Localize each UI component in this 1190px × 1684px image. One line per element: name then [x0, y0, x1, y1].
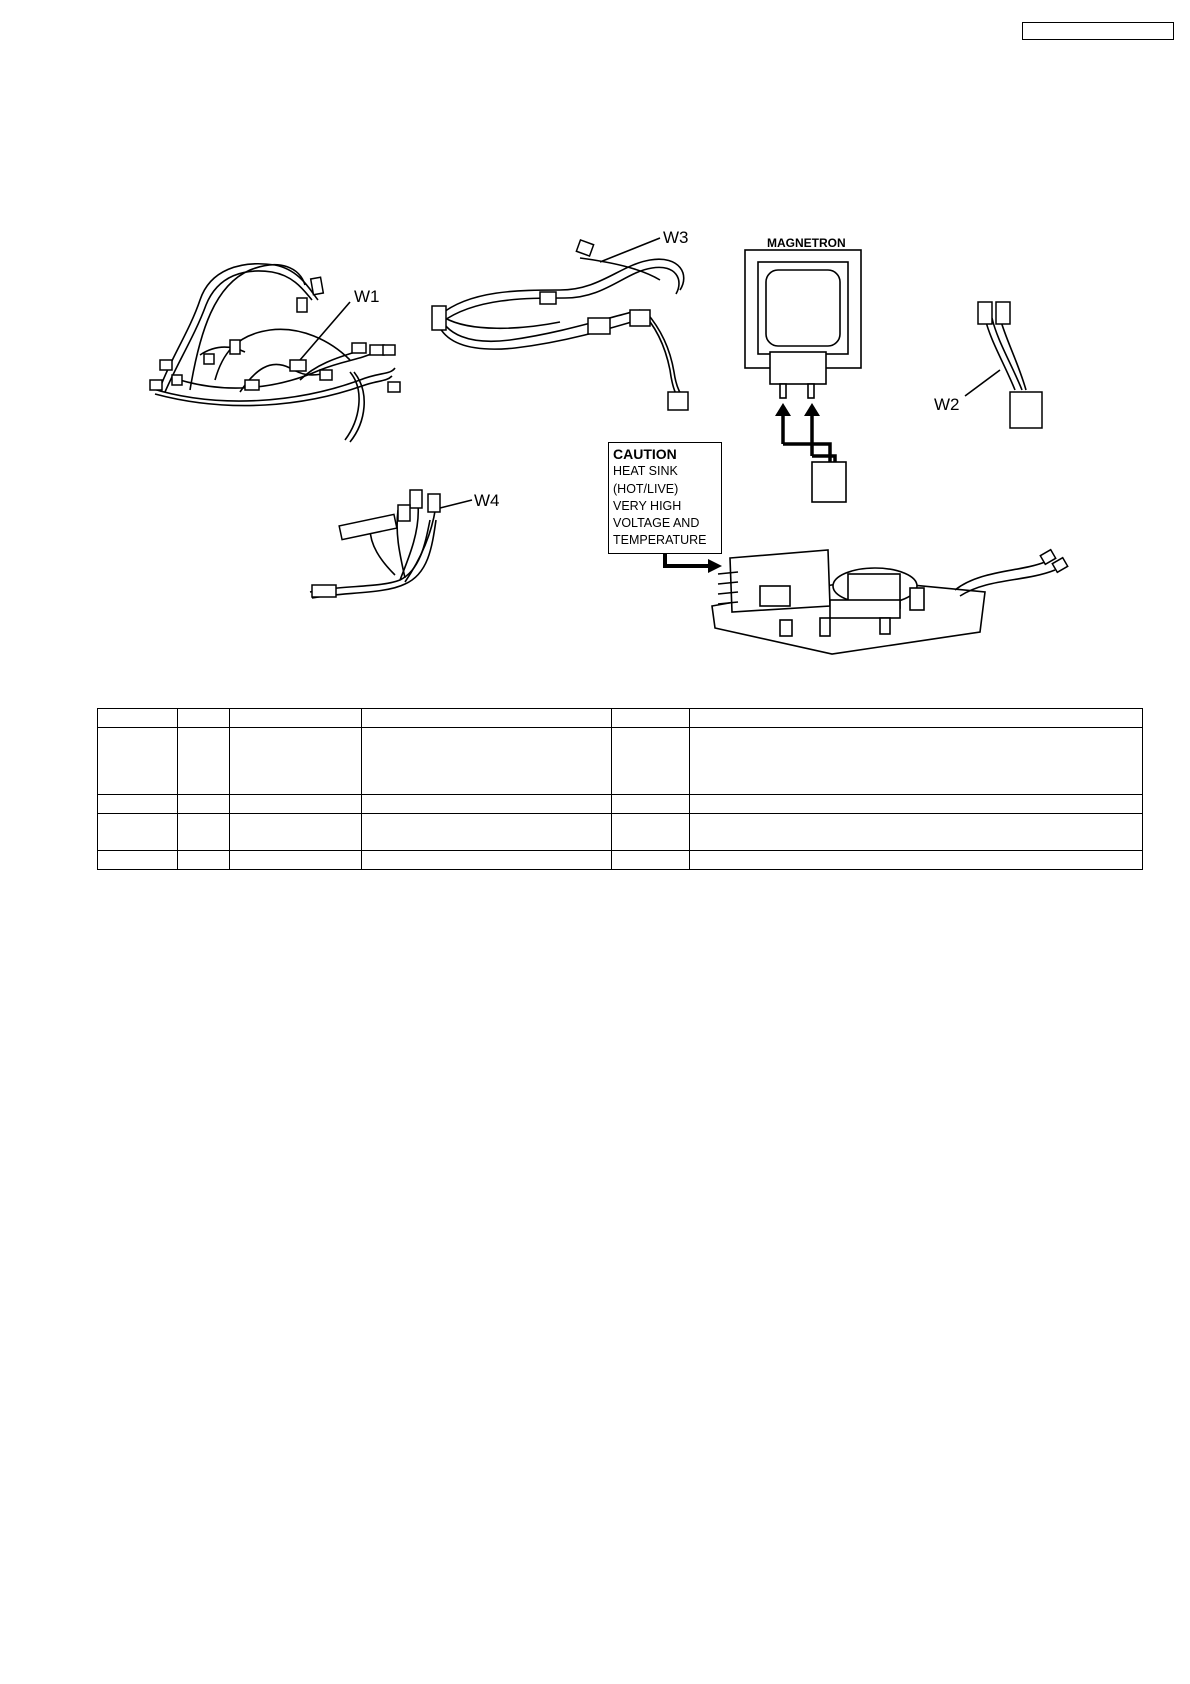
- harness-w3: [438, 258, 684, 400]
- table-cell: [362, 709, 612, 728]
- table-cell: [362, 728, 612, 795]
- table-row: [98, 795, 1143, 814]
- caution-box: [608, 442, 722, 554]
- table-cell: [178, 795, 230, 814]
- table-cell: [612, 728, 690, 795]
- table-cell: [230, 728, 362, 795]
- caution-line: VERY HIGH: [613, 498, 682, 513]
- table-cell: [178, 728, 230, 795]
- table-cell: [612, 814, 690, 851]
- table-cell: [98, 814, 178, 851]
- caution-line: HEAT SINK: [613, 464, 678, 479]
- table-cell: [690, 851, 1143, 870]
- table-cell: [362, 814, 612, 851]
- table-cell: [178, 814, 230, 851]
- table-row: [98, 814, 1143, 851]
- terminal-arrows: [783, 412, 835, 462]
- table-cell: [362, 851, 612, 870]
- label-w4: W4: [474, 491, 500, 510]
- table-row: [98, 728, 1143, 795]
- table-cell: [230, 795, 362, 814]
- board-leads: [955, 562, 1055, 596]
- terminal-connector: [812, 462, 846, 502]
- table-cell: [98, 728, 178, 795]
- label-magnetron: MAGNETRON: [767, 236, 846, 250]
- inverter-board: [712, 550, 985, 654]
- harness-w2: [985, 318, 1026, 390]
- table-cell: [230, 709, 362, 728]
- table-cell: [230, 814, 362, 851]
- arrowheads: [775, 403, 820, 416]
- caution-line: TEMPERATURE: [613, 533, 707, 548]
- caution-arrow: [665, 554, 722, 573]
- table-row: [98, 851, 1143, 870]
- table-row: [98, 709, 1143, 728]
- table-cell: [690, 728, 1143, 795]
- table-cell: [98, 709, 178, 728]
- table-cell: [230, 851, 362, 870]
- parts-table: [97, 708, 1143, 870]
- connectors-w3: [432, 240, 688, 410]
- table-cell: [690, 814, 1143, 851]
- table-cell: [178, 851, 230, 870]
- table-cell: [690, 795, 1143, 814]
- table-cell: [178, 709, 230, 728]
- magnetron: [745, 250, 861, 398]
- table-cell: [612, 851, 690, 870]
- connectors-w4: [312, 490, 440, 597]
- label-w2: W2: [934, 395, 960, 414]
- table-cell: [612, 709, 690, 728]
- table-cell: [362, 795, 612, 814]
- label-w1: W1: [354, 287, 380, 306]
- table-cell: [612, 795, 690, 814]
- table-cell: [98, 795, 178, 814]
- wiring-illustration: [0, 0, 1190, 660]
- caution-title: CAUTION: [613, 446, 677, 462]
- table-cell: [98, 851, 178, 870]
- caution-line: (HOT/LIVE): [613, 481, 679, 496]
- label-w3: W3: [663, 228, 689, 247]
- board-lead-connectors: [1040, 550, 1067, 573]
- caution-line: VOLTAGE AND: [613, 516, 700, 531]
- table-cell: [690, 709, 1143, 728]
